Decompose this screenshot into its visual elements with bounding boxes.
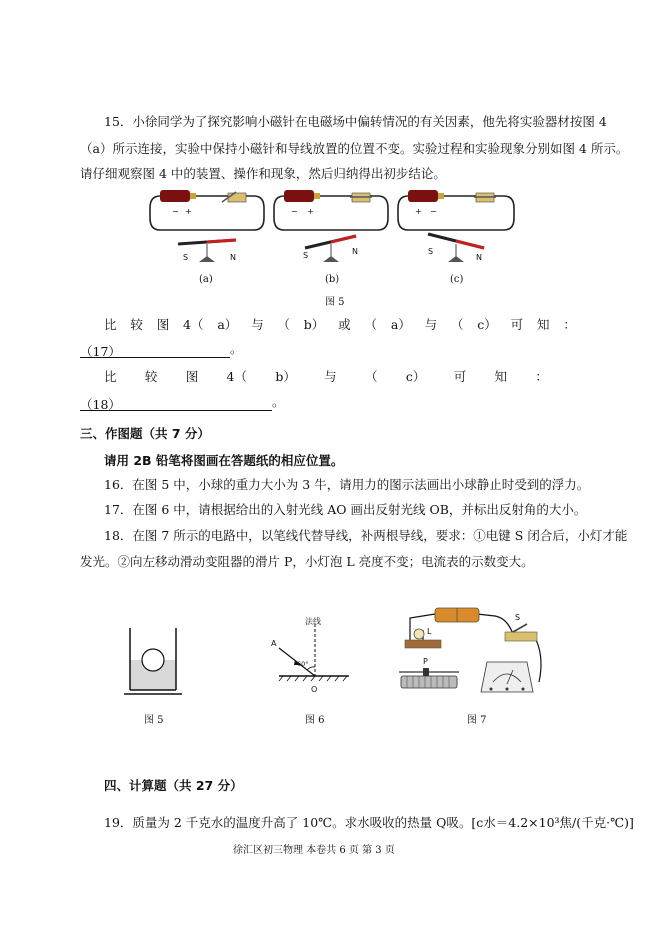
svg-text:−: − (430, 207, 437, 216)
q16-text: 16．在图 5 中，小球的重力大小为 3 牛，请用力的图示法画出小球静止时受到的浮力。 (104, 477, 590, 492)
panel-label-c: (c) (450, 274, 464, 285)
fig7-caption: 图 7 (467, 715, 487, 726)
circuit-panels-figure (0, 188, 661, 308)
svg-text:S: S (183, 253, 189, 262)
switch-icon (228, 193, 246, 202)
figure-5-ball-in-water (120, 618, 190, 698)
battery-icon (408, 190, 438, 202)
q15-line1: 15．小徐同学为了探究影响小磁针在电磁场中偏转情况的有关因素，他先将实验器材按图 4 (104, 114, 607, 129)
battery-icon (160, 190, 190, 202)
fig5-caption: 图 5 (144, 715, 164, 726)
svg-text:N: N (230, 253, 236, 262)
lamp-icon (414, 629, 424, 639)
rheostat-icon (401, 676, 457, 688)
panel-label-a: (a) (199, 274, 213, 285)
section-3-heading: 三、作图题（共 7 分） (80, 426, 210, 441)
panel-label-b: (b) (325, 274, 340, 285)
q17-text: 17．在图 6 中，请根据给出的入射光线 AO 画出反射光线 OB，并标出反射角的大小。 (104, 502, 587, 517)
section-4-heading: 四、计算题（共 27 分） (104, 778, 243, 793)
svg-text:+: + (307, 207, 314, 216)
figure-caption: 图 5 (325, 297, 345, 308)
svg-text:S: S (428, 247, 434, 256)
ball-icon (142, 649, 164, 671)
fig6-caption: 图 6 (305, 715, 325, 726)
q18-line1: 18．在图 7 所示的电路中，以笔线代替导线，补两根导线，要求：①电键 S 闭合后，小灯才能 (104, 528, 628, 543)
switch-icon (505, 632, 537, 641)
point-o-label: O (311, 685, 318, 694)
svg-text:N: N (352, 247, 358, 256)
lamp-base (405, 640, 441, 648)
q15-line3: 请仔细观察图 4 中的装置、操作和现象，然后归纳得出初步结论。 (80, 166, 446, 181)
figure-6-reflection (265, 612, 355, 702)
circuit-panel-b (274, 190, 388, 262)
svg-text:N: N (476, 253, 482, 262)
lamp-label: L (427, 627, 432, 636)
angle-label: 60° (297, 660, 309, 668)
svg-text:+: + (415, 207, 422, 216)
slider-p-icon (423, 668, 429, 676)
svg-text:S: S (303, 251, 309, 260)
battery-icon (284, 190, 314, 202)
compare-line-1: 比 较 图 4（ a） 与 （ b） 或 （ a） 与 （ c） 可 知 ： (104, 317, 576, 332)
q18-line2: 发光。②向左移动滑动变阻器的滑片 P，小灯泡 L 亮度不变；电流表的示数变大。 (80, 554, 534, 569)
compare-line-2: 比 较 图 4（ b） 与 （ c） 可 知 ： (104, 369, 548, 384)
section-3-instruction: 请用 2B 铅笔将图画在答题纸的相应位置。 (104, 453, 344, 468)
slider-p-label: P (423, 657, 428, 666)
minus-sign: − (172, 207, 179, 216)
normal-label: 法线 (305, 617, 321, 626)
point-a-label: A (271, 639, 277, 648)
svg-text:−: − (291, 207, 298, 216)
figure-7-circuit (395, 604, 555, 704)
answer-blank-18[interactable]: （18） 。 (80, 394, 285, 412)
circuit-panel-c (398, 190, 514, 262)
page-footer: 徐汇区初三物理 本卷共 6 页 第 3 页 (233, 845, 395, 856)
answer-blank-17[interactable]: （17） 。 (80, 341, 243, 359)
plus-sign: + (185, 207, 192, 216)
q15-line2: （a）所示连接，实验中保持小磁针和导线放置的位置不变。实验过程和实验现象分别如图 4 所示。 (80, 141, 629, 156)
circuit-panel-a (150, 190, 264, 262)
switch-label: S (515, 613, 521, 622)
q19-text: 19．质量为 2 千克水的温度升高了 10℃。求水吸收的热量 Q吸。[c水＝4.2×10³焦/(千克·℃)] (104, 815, 634, 830)
